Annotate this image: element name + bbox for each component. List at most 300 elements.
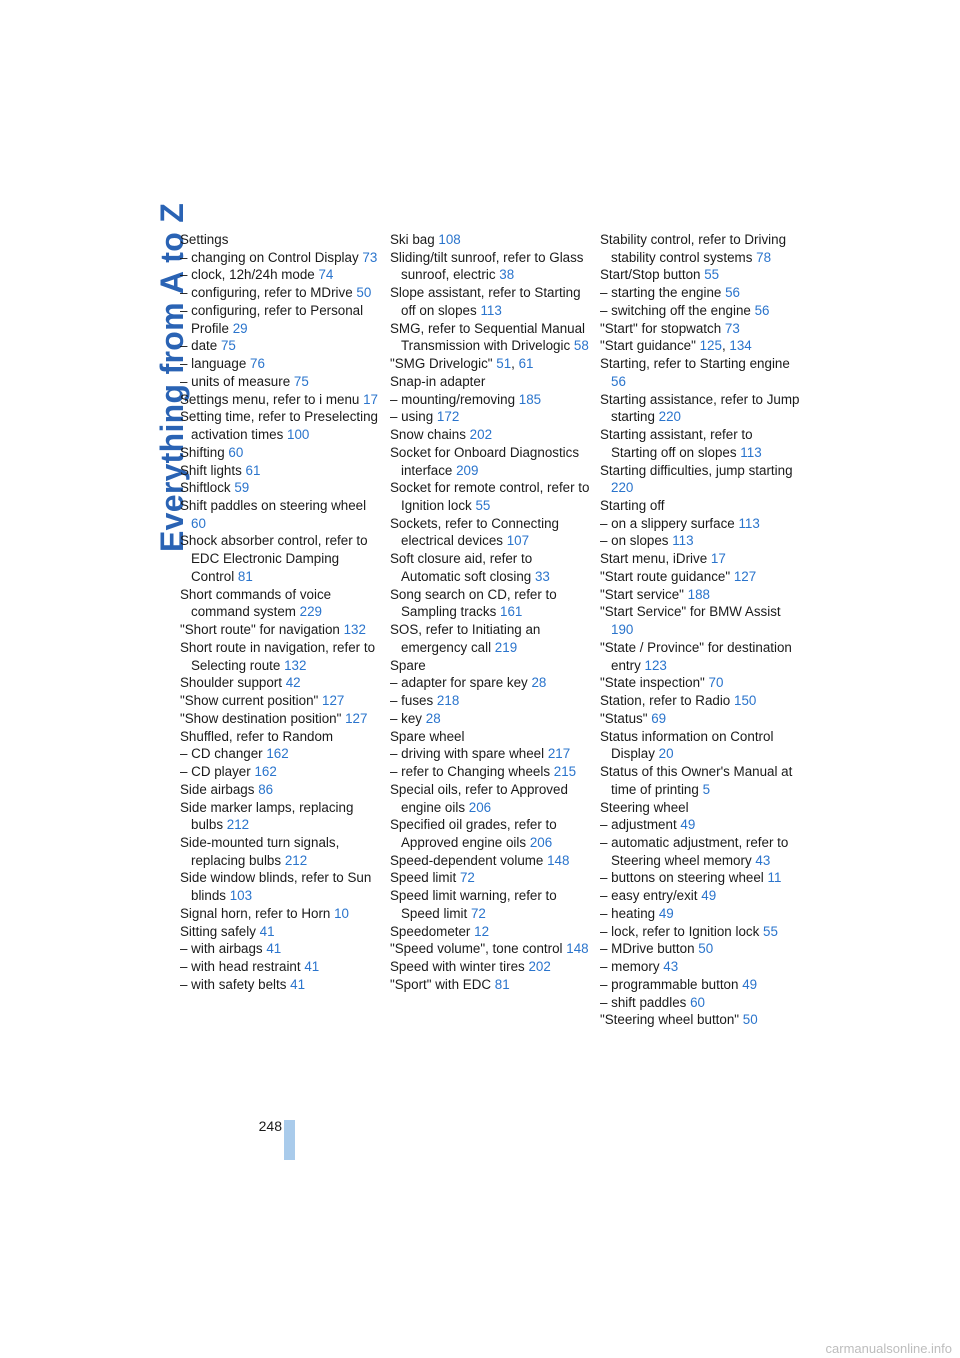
index-entry-text: "Speed volume", tone control bbox=[390, 941, 563, 957]
index-entry-text: "Start route guidance" bbox=[600, 568, 731, 584]
page-reference-link[interactable]: 72 bbox=[470, 905, 486, 921]
index-entry-text: Sockets, refer to Connecting electrical devices bbox=[390, 515, 559, 549]
index-entry bbox=[180, 621, 380, 639]
page-reference-link[interactable]: 172 bbox=[436, 409, 460, 425]
index-entry bbox=[390, 320, 590, 355]
page-reference-link[interactable]: 134 bbox=[729, 338, 752, 354]
index-entry bbox=[390, 852, 590, 870]
page-reference-link[interactable]: 28 bbox=[531, 675, 547, 691]
index-entry bbox=[390, 515, 590, 550]
index-entry bbox=[600, 869, 800, 887]
page-reference-link[interactable]: 56 bbox=[611, 373, 626, 389]
index-entry-text: Socket for Onboard Diagnostics interface bbox=[390, 444, 580, 478]
index-entry bbox=[180, 266, 380, 284]
index-entry-text: SOS, refer to Initiating an emergency call bbox=[390, 622, 541, 655]
index-entry-text: Side airbags bbox=[180, 781, 255, 797]
index-entry bbox=[180, 781, 380, 799]
index-entry-text: – mounting/removing bbox=[390, 391, 516, 407]
page-reference-link[interactable]: 229 bbox=[299, 604, 322, 620]
index-entry bbox=[600, 568, 800, 586]
page-marker-bar bbox=[284, 1120, 295, 1160]
page-reference-link[interactable]: 50 bbox=[356, 285, 372, 301]
page-reference-link[interactable]: 56 bbox=[725, 285, 740, 301]
page-reference-link[interactable]: 78 bbox=[756, 249, 772, 265]
index-entry-text: Special oils, refer to Approved engine oils bbox=[390, 781, 568, 815]
index-entry bbox=[600, 426, 800, 461]
index-column-2 bbox=[390, 231, 590, 994]
index-entry-text: "Start Service" for BMW Assist bbox=[600, 604, 781, 620]
index-entry bbox=[180, 373, 380, 391]
index-entry bbox=[390, 231, 590, 249]
index-entry bbox=[600, 958, 800, 976]
index-entry bbox=[390, 958, 590, 976]
index-entry-text: – on a slippery surface bbox=[600, 515, 735, 531]
index-entry-text: Speed limit bbox=[390, 870, 457, 886]
page-reference-link[interactable]: 60 bbox=[228, 444, 244, 460]
page-reference-link[interactable]: 206 bbox=[529, 834, 553, 850]
index-entry bbox=[180, 728, 380, 746]
index-entry bbox=[180, 692, 380, 710]
index-entry-text: Station, refer to Radio bbox=[600, 693, 731, 709]
index-entry-text: Starting off bbox=[600, 498, 665, 514]
page-reference-link[interactable]: 209 bbox=[456, 462, 479, 478]
index-entry bbox=[180, 462, 380, 480]
page-reference-link[interactable]: 220 bbox=[611, 480, 634, 496]
index-entry-text: Spare wheel bbox=[390, 728, 465, 744]
index-entry bbox=[600, 302, 800, 320]
index-entry bbox=[390, 426, 590, 444]
index-entry-text: Setting time, refer to Preselecting activation times bbox=[180, 409, 378, 443]
index-entry bbox=[600, 799, 800, 817]
page-reference-link[interactable]: 55 bbox=[475, 498, 491, 514]
index-entry-text: Status of this Owner's Manual at time of printing bbox=[600, 764, 793, 797]
index-entry bbox=[390, 728, 590, 746]
index-entry bbox=[180, 745, 380, 763]
index-entry bbox=[180, 479, 380, 497]
page-reference-link[interactable]: 73 bbox=[724, 320, 740, 336]
page-reference-link[interactable]: 41 bbox=[290, 976, 306, 992]
index-entry bbox=[600, 923, 800, 941]
index-entry-text: – clock, 12h/24h mode bbox=[180, 267, 315, 283]
index-entry bbox=[390, 745, 590, 763]
index-entry-text: – lock, refer to Ignition lock bbox=[600, 923, 760, 939]
page-reference-link[interactable]: 185 bbox=[518, 391, 542, 407]
index-entry-text: – with safety belts bbox=[180, 976, 287, 992]
index-entry bbox=[180, 231, 380, 249]
index-entry bbox=[390, 976, 590, 994]
index-entry bbox=[390, 657, 590, 675]
page-reference-link[interactable]: 41 bbox=[266, 941, 282, 957]
page-reference-link[interactable]: 49 bbox=[658, 905, 674, 921]
index-entry-text: Starting assistant, refer to Starting off on slopes bbox=[600, 427, 753, 460]
index-entry-text: Slope assistant, refer to Starting off on slopes bbox=[390, 285, 581, 318]
index-entry-text: Short commands of voice command system bbox=[180, 586, 332, 620]
page-reference-link[interactable]: 28 bbox=[425, 710, 441, 726]
index-entry-text: – adjustment bbox=[600, 817, 677, 833]
index-entry bbox=[600, 391, 800, 426]
index-entry bbox=[600, 710, 800, 728]
page-reference-link[interactable]: 212 bbox=[226, 817, 250, 833]
index-entry-text: "State inspection" bbox=[600, 675, 705, 691]
index-entry bbox=[600, 816, 800, 834]
index-entry-text: – with airbags bbox=[180, 941, 263, 957]
index-entry: "SMG Drivelogic" 51, 61 bbox=[390, 356, 534, 372]
page-reference-link[interactable]: 69 bbox=[651, 710, 667, 726]
page-reference-link[interactable]: 113 bbox=[738, 515, 760, 531]
index-entry-text: Settings bbox=[180, 232, 229, 247]
index-entry bbox=[600, 550, 800, 568]
index-entry-text: – configuring, refer to Personal Profile bbox=[180, 302, 364, 336]
index-entry bbox=[180, 905, 380, 923]
page-reference-link[interactable]: 74 bbox=[318, 267, 334, 283]
index-entry bbox=[600, 515, 800, 533]
page-reference-link[interactable]: 190 bbox=[611, 622, 634, 638]
index-entry-text: Sitting safely bbox=[180, 923, 256, 939]
index-entry-text: – key bbox=[390, 710, 423, 726]
index-entry-text: Stability control, refer to Driving stability control systems bbox=[600, 232, 787, 265]
page-reference-link[interactable]: 17 bbox=[710, 551, 726, 567]
index-entry bbox=[390, 586, 590, 621]
page-reference-link[interactable]: 161 bbox=[500, 604, 523, 620]
index-column-3 bbox=[600, 231, 800, 1029]
index-entry-text: – MDrive button bbox=[600, 941, 695, 957]
index-entry bbox=[390, 710, 590, 728]
index-entry bbox=[390, 373, 590, 391]
index-entry-text: Short route in navigation, refer to Selecting route bbox=[180, 639, 376, 673]
page-reference-link[interactable]: 220 bbox=[658, 409, 681, 425]
index-entry-text: – on slopes bbox=[600, 533, 669, 549]
side-chapter-title bbox=[118, 202, 190, 552]
page-reference-link[interactable]: 49 bbox=[680, 817, 696, 833]
page-reference-link[interactable]: 81 bbox=[494, 976, 510, 992]
side-chapter-title-text: Everything from A to Z bbox=[154, 202, 190, 552]
page-reference-link[interactable]: 127 bbox=[345, 710, 368, 726]
page-reference-link[interactable]: 212 bbox=[284, 852, 308, 868]
index-entry-text: – switching off the engine bbox=[600, 302, 751, 318]
index-entry-text: Shock absorber control, refer to EDC Electronic Damping Control bbox=[180, 533, 368, 584]
index-entry-text: – date bbox=[180, 338, 218, 354]
index-entry bbox=[390, 284, 590, 319]
page-reference-link[interactable]: 76 bbox=[250, 356, 265, 372]
page-reference-link[interactable]: 17 bbox=[363, 391, 379, 407]
index-entry bbox=[390, 887, 590, 922]
index-entry bbox=[180, 976, 380, 994]
page-reference-link[interactable]: 108 bbox=[438, 232, 461, 247]
page-reference-link[interactable]: 56 bbox=[754, 302, 770, 318]
page-reference-link[interactable]: 10 bbox=[334, 905, 349, 921]
page-reference-link[interactable]: 202 bbox=[528, 959, 551, 975]
index-entry bbox=[390, 923, 590, 941]
index-entry-text: Specified oil grades, refer to Approved engine oils bbox=[390, 817, 557, 850]
index-entry-text: – programmable button bbox=[600, 976, 739, 992]
page-reference-link[interactable]: 113 bbox=[480, 302, 502, 318]
index-entry-text: – buttons on steering wheel bbox=[600, 870, 764, 886]
page-reference-link[interactable]: 11 bbox=[767, 870, 782, 886]
index-entry bbox=[600, 284, 800, 302]
index-entry bbox=[600, 692, 800, 710]
index-entry bbox=[390, 479, 590, 514]
page-reference-link[interactable]: 127 bbox=[733, 568, 757, 584]
index-entry bbox=[180, 958, 380, 976]
index-entry-text: Side marker lamps, replacing bulbs bbox=[180, 799, 354, 833]
index-entry bbox=[180, 408, 380, 443]
index-entry bbox=[180, 284, 380, 302]
page-reference-link[interactable]: 29 bbox=[232, 320, 248, 336]
index-entry-text: – using bbox=[390, 409, 434, 425]
index-entry-text: Socket for remote control, refer to Ignition lock bbox=[390, 480, 590, 514]
index-entry-text: Settings menu, refer to i menu bbox=[180, 391, 360, 407]
index-entry bbox=[180, 532, 380, 585]
page-reference-link[interactable]: 50 bbox=[698, 941, 714, 957]
page-reference-link[interactable]: 81 bbox=[237, 568, 253, 584]
index-entry bbox=[180, 444, 380, 462]
index-entry bbox=[390, 391, 590, 409]
page-reference-link[interactable]: 75 bbox=[220, 338, 236, 354]
index-entry-text: Sliding/tilt sunroof, refer to Glass sunroof, electric bbox=[390, 249, 584, 283]
index-entry-text: – CD player bbox=[180, 764, 251, 780]
page-reference-link[interactable]: 61 bbox=[518, 356, 534, 372]
index-entry-text: – heating bbox=[600, 905, 656, 921]
page-reference-link[interactable]: 43 bbox=[663, 959, 679, 975]
index-entry-text: – memory bbox=[600, 959, 660, 975]
index-entry-text: Snow chains bbox=[390, 427, 466, 443]
index-entry bbox=[180, 869, 380, 904]
page-reference-link[interactable]: 127 bbox=[322, 693, 345, 709]
index-entry-text: Start/Stop button bbox=[600, 267, 701, 283]
index-entry bbox=[600, 231, 800, 266]
page-reference-link[interactable]: 188 bbox=[687, 586, 710, 602]
index-entry-text: Speed limit warning, refer to Speed limit bbox=[390, 888, 557, 921]
page-reference-link[interactable]: 123 bbox=[644, 657, 667, 673]
page-reference-link[interactable]: 55 bbox=[763, 923, 778, 939]
index-entry bbox=[390, 763, 590, 781]
page-reference-link[interactable]: 113 bbox=[672, 533, 694, 549]
page-reference-link[interactable]: 38 bbox=[499, 267, 515, 283]
index-entry bbox=[600, 763, 800, 798]
index-entry bbox=[180, 249, 380, 267]
index-entry-text: "State / Province" for destination entry bbox=[600, 639, 792, 673]
page-reference-link[interactable]: 41 bbox=[259, 923, 275, 939]
page-reference-link[interactable]: 206 bbox=[468, 799, 492, 815]
index-entry bbox=[600, 639, 800, 674]
index-entry-text: "Show destination position" bbox=[180, 710, 342, 726]
index-entry bbox=[600, 532, 800, 550]
index-entry bbox=[390, 869, 590, 887]
page-reference-link[interactable]: 61 bbox=[245, 462, 261, 478]
page-reference-link[interactable]: 20 bbox=[658, 746, 674, 762]
index-entry bbox=[600, 586, 800, 604]
index-entry-text: – language bbox=[180, 356, 247, 372]
page-reference-link[interactable]: 219 bbox=[494, 639, 518, 655]
index-entry-text: – with head restraint bbox=[180, 959, 301, 975]
index-entry-text: "Status" bbox=[600, 710, 648, 726]
page-reference-link[interactable]: 33 bbox=[534, 568, 550, 584]
index-entry-text: – configuring, refer to MDrive bbox=[180, 285, 353, 301]
index-entry-text: – refer to Changing wheels bbox=[390, 764, 551, 780]
index-entry-text: Snap-in adapter bbox=[390, 373, 486, 389]
page-number: 248 bbox=[258, 1118, 282, 1134]
index-entry: "Start guidance" 125, 134 bbox=[600, 338, 752, 354]
page-reference-link[interactable]: 5 bbox=[702, 781, 711, 797]
index-entry bbox=[600, 497, 800, 515]
page-reference-link[interactable]: 107 bbox=[506, 533, 530, 549]
index-entry bbox=[390, 408, 590, 426]
page-reference-link[interactable]: 75 bbox=[293, 373, 309, 389]
index-entry bbox=[390, 692, 590, 710]
index-entry-text: Shuffled, refer to Random bbox=[180, 728, 334, 744]
index-entry bbox=[390, 781, 590, 816]
index-entry-text: – easy entry/exit bbox=[600, 888, 698, 904]
index-entry-text: Shiftlock bbox=[180, 480, 231, 496]
index-entry-text: Speedometer bbox=[390, 923, 471, 939]
index-entry bbox=[600, 355, 800, 390]
index-entry bbox=[390, 550, 590, 585]
watermark: carmanualsonline.info bbox=[825, 1341, 952, 1356]
index-entry bbox=[600, 1011, 800, 1029]
index-entry bbox=[180, 940, 380, 958]
index-entry-text: "Start guidance" bbox=[600, 338, 696, 354]
index-entry-text: Speed-dependent volume bbox=[390, 852, 544, 868]
index-entry-text: "Start service" bbox=[600, 586, 684, 602]
index-entry-text: – automatic adjustment, refer to Steering wheel memory bbox=[600, 834, 789, 868]
index-entry bbox=[180, 586, 380, 621]
page-reference-link[interactable]: 12 bbox=[474, 923, 490, 939]
index-entry bbox=[180, 497, 380, 532]
index-entry bbox=[180, 302, 380, 337]
index-entry bbox=[390, 444, 590, 479]
index-entry-text: Soft closure aid, refer to Automatic soft closing bbox=[390, 551, 533, 584]
page-reference-link[interactable]: 103 bbox=[229, 888, 253, 904]
index-entry-text: Start menu, iDrive bbox=[600, 551, 708, 567]
index-entry-text: "Start" for stopwatch bbox=[600, 320, 722, 336]
page-reference-link[interactable]: 215 bbox=[553, 764, 577, 780]
index-entry-text: Side-mounted turn signals, replacing bulbs bbox=[180, 834, 340, 868]
page-reference-link[interactable]: 218 bbox=[436, 693, 460, 709]
index-entry-text: – fuses bbox=[390, 693, 434, 709]
index-entry-text: – driving with spare wheel bbox=[390, 746, 545, 762]
page-reference-link[interactable]: 73 bbox=[362, 249, 378, 265]
page-reference-link[interactable]: 150 bbox=[734, 693, 757, 709]
page-reference-link[interactable]: 162 bbox=[266, 746, 289, 762]
index-entry bbox=[180, 710, 380, 728]
page-reference-link[interactable]: 86 bbox=[258, 781, 274, 797]
page-reference-link[interactable]: 113 bbox=[740, 444, 762, 460]
index-entry-text: Ski bag bbox=[390, 232, 435, 247]
index-entry-text: Signal horn, refer to Horn bbox=[180, 905, 331, 921]
index-entry-text: Spare bbox=[390, 657, 426, 673]
page-reference-link[interactable]: 55 bbox=[704, 267, 720, 283]
page-reference-link[interactable]: 43 bbox=[755, 852, 771, 868]
index-entry-text: – shift paddles bbox=[600, 994, 687, 1010]
index-entry-text: – adapter for spare key bbox=[390, 675, 528, 691]
index-entry bbox=[180, 834, 380, 869]
index-entry bbox=[600, 320, 800, 338]
page-reference-link[interactable]: 42 bbox=[285, 675, 301, 691]
index-entry bbox=[600, 462, 800, 497]
index-entry bbox=[390, 816, 590, 851]
index-entry bbox=[600, 728, 800, 763]
page-reference-link[interactable]: 58 bbox=[573, 338, 589, 354]
index-entry bbox=[180, 763, 380, 781]
page-reference-link[interactable]: 148 bbox=[547, 852, 570, 868]
index-entry bbox=[600, 976, 800, 994]
page-reference-link[interactable]: 49 bbox=[701, 888, 717, 904]
index-entry bbox=[600, 940, 800, 958]
page-reference-link[interactable]: 50 bbox=[742, 1012, 758, 1028]
index-entry-text: – changing on Control Display bbox=[180, 249, 359, 265]
index-entry bbox=[390, 674, 590, 692]
index-entry-text: Side window blinds, refer to Sun blinds bbox=[180, 870, 372, 904]
index-entry bbox=[180, 674, 380, 692]
index-entry-text: Starting assistance, refer to Jump starting bbox=[600, 391, 800, 425]
index-entry bbox=[390, 940, 590, 958]
index-entry bbox=[180, 391, 380, 409]
index-entry bbox=[600, 603, 800, 638]
index-entry bbox=[600, 266, 800, 284]
index-entry-text: Status information on Control Display bbox=[600, 728, 774, 762]
page-reference-link[interactable]: 59 bbox=[234, 480, 250, 496]
page-reference-link[interactable]: 148 bbox=[566, 941, 589, 957]
page-reference-link[interactable]: 70 bbox=[708, 675, 724, 691]
index-entry bbox=[390, 249, 590, 284]
page-reference-link[interactable]: 100 bbox=[287, 427, 310, 443]
index-entry-text: Steering wheel bbox=[600, 799, 689, 815]
index-entry bbox=[390, 621, 590, 656]
page-reference-link[interactable]: 41 bbox=[304, 959, 320, 975]
index-entry-text: "Steering wheel button" bbox=[600, 1012, 740, 1028]
page-reference-link[interactable]: 162 bbox=[254, 764, 277, 780]
page-reference-link[interactable]: 60 bbox=[191, 515, 206, 531]
index-entry-text: "Sport" with EDC bbox=[390, 976, 492, 992]
index-entry-text: – CD changer bbox=[180, 746, 263, 762]
index-entry bbox=[600, 834, 800, 869]
index-entry-text: Shift paddles on steering wheel bbox=[180, 498, 367, 514]
page-reference-link[interactable]: 125 bbox=[699, 338, 722, 354]
index-entry-text: SMG, refer to Sequential Manual Transmission with Drivelogic bbox=[390, 320, 586, 354]
page-reference-link[interactable]: 217 bbox=[547, 746, 571, 762]
page-reference-link[interactable]: 51 bbox=[496, 356, 512, 372]
index-entry bbox=[600, 887, 800, 905]
index-entry-text: "Short route" for navigation bbox=[180, 622, 340, 638]
index-entry-text: Shift lights bbox=[180, 462, 242, 478]
index-entry-text: Starting, refer to Starting engine bbox=[600, 356, 790, 372]
page-reference-link[interactable]: 132 bbox=[343, 622, 366, 638]
index-entry bbox=[180, 337, 380, 355]
page-reference-link[interactable]: 49 bbox=[742, 976, 758, 992]
index-entry-text: "SMG Drivelogic" bbox=[390, 356, 493, 372]
index-entry bbox=[180, 355, 380, 373]
index-entry bbox=[600, 905, 800, 923]
index-entry bbox=[180, 799, 380, 834]
index-entry bbox=[180, 923, 380, 941]
index-entry-text: – units of measure bbox=[180, 373, 291, 389]
page-reference-link[interactable]: 202 bbox=[469, 427, 493, 443]
index-entry bbox=[600, 994, 800, 1012]
index-entry-text: Song search on CD, refer to Sampling tracks bbox=[390, 586, 557, 620]
index-column-1 bbox=[180, 231, 380, 994]
index-entry-text: Starting difficulties, jump starting bbox=[600, 462, 793, 478]
index-entry bbox=[180, 639, 380, 674]
index-entry-text: "Show current position" bbox=[180, 693, 319, 709]
index-entry bbox=[600, 674, 800, 692]
page-reference-link[interactable]: 72 bbox=[459, 870, 475, 886]
index-entry-text: Shifting bbox=[180, 444, 225, 460]
page-reference-link[interactable]: 132 bbox=[284, 657, 307, 673]
index-entry-text: Speed with winter tires bbox=[390, 959, 525, 975]
index-entry-text: – starting the engine bbox=[600, 285, 722, 301]
index-entry-text: Shoulder support bbox=[180, 675, 282, 691]
page-reference-link[interactable]: 60 bbox=[690, 994, 705, 1010]
